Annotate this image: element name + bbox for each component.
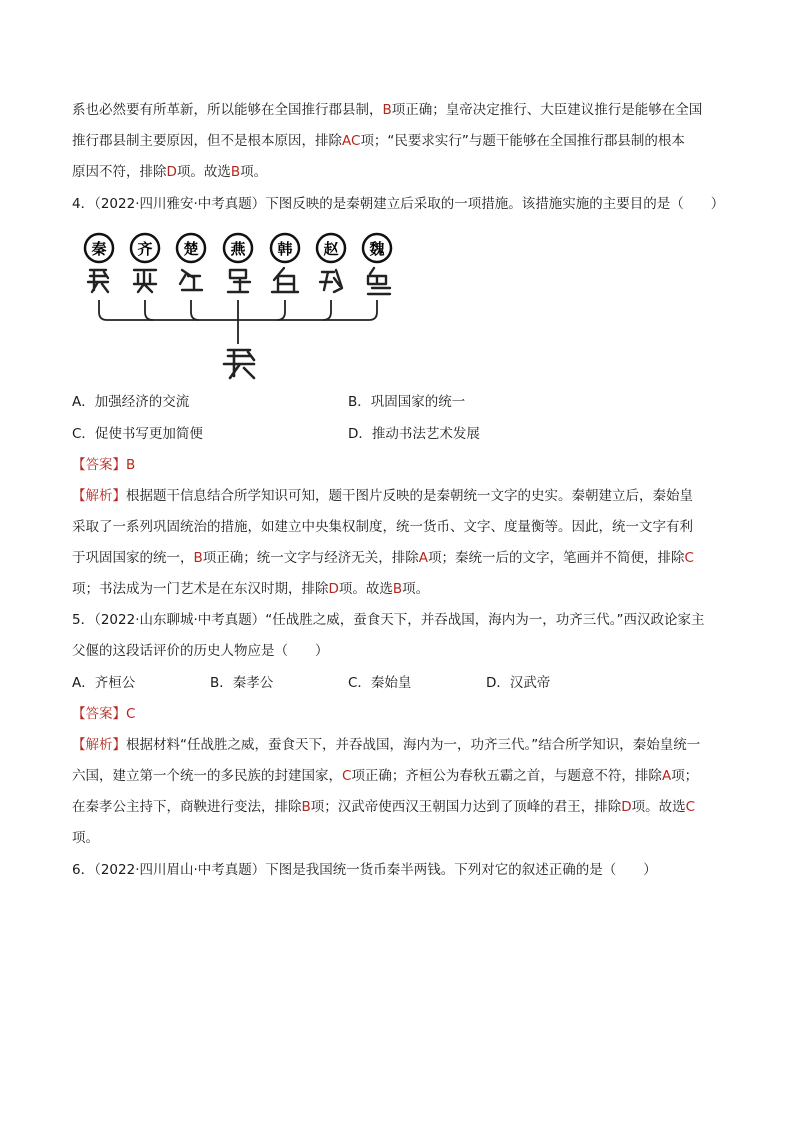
state-label-zhao: 赵: [323, 240, 339, 258]
state-label-qin: 秦: [91, 240, 107, 258]
q5-option-b[interactable]: B．秦孝公: [210, 675, 274, 691]
q4-answer: 【答案】B: [72, 457, 136, 473]
state-circle-qin: [85, 234, 113, 262]
state-circle-yan: [224, 234, 252, 262]
q5-analysis-line-4: 项。: [72, 830, 99, 846]
state-circle-wei: [363, 234, 391, 262]
q5-analysis-line-3: 在秦孝公主持下，商鞅进行变法，排除B项；汉武帝使西汉王朝国力达到了顶峰的君王，排除D项。故选C: [72, 799, 696, 815]
q4-stem: 4．（2022·四川雅安·中考真题）下图反映的是秦朝建立后采取的一项措施。该措施实施的主要目的是（ ）: [72, 196, 725, 212]
state-circle-han: [271, 234, 299, 262]
q4-analysis-line-1: 【解析】根据题干信息结合所学知识可知，题干图片反映的是秦朝统一文字的史实。秦朝建立后，秦始皇: [72, 488, 693, 504]
intro-line-2: 推行郡县制主要原因，但不是根本原因，排除AC项；“民要求实行”与题干能够在全国推行郡县制的根本: [72, 133, 685, 149]
q4-analysis-line-4: 项；书法成为一门艺术是在东汉时期，排除D项。故选B项。: [72, 581, 430, 597]
q5-answer: 【答案】C: [72, 706, 136, 722]
glyph-variant-qi: [134, 270, 156, 292]
state-label-wei: 魏: [369, 240, 385, 258]
glyph-variant-wei: [368, 268, 390, 294]
q4-option-a[interactable]: A．加强经济的交流: [72, 394, 190, 410]
q5-analysis-line-1: 【解析】根据材料“任战胜之威，蚕食天下，并吞战国，海内为一，功齐三代。”结合所学知识，秦始皇统一: [72, 737, 701, 753]
state-circle-chu: [177, 234, 205, 262]
glyph-unified-xiaozhuan: [224, 350, 254, 378]
q4-analysis-line-3: 于巩固国家的统一，B项正确；统一文字与经济无关，排除A项；秦统一后的文字，笔画并不简便，排除C: [72, 550, 694, 566]
q4-analysis-line-2: 采取了一系列巩固统治的措施，如建立中央集权制度，统一货币、文字、度量衡等。因此，统一文字有利: [72, 519, 693, 535]
glyph-variant-zhao: [320, 270, 342, 292]
state-label-han: 韩: [277, 240, 293, 258]
q5-option-d[interactable]: D．汉武帝: [486, 675, 551, 691]
q5-analysis-line-2: 六国，建立第一个统一的多民族的封建国家，C项正确；齐桓公为春秋五霸之首，与题意不符，排除A项；: [72, 768, 699, 784]
state-label-chu: 楚: [183, 240, 199, 258]
glyph-variant-chu: [180, 270, 202, 290]
glyph-variant-han: [272, 268, 298, 292]
q5-stem-line-1: 5．（2022·山东聊城·中考真题）“任战胜之威，蚕食天下，并吞战国，海内为一，功齐三代。”西汉政论家主: [72, 612, 705, 628]
q5-stem-line-2: 父偃的这段话评价的历史人物应是（ ）: [72, 643, 329, 659]
intro-line-1: 系也必然要有所革新，所以能够在全国推行郡县制，B项正确；皇帝决定推行、大臣建议推行是能够在全国: [72, 102, 703, 118]
q4-option-c[interactable]: C．促使书写更加简便: [72, 426, 203, 442]
intro-line-3: 原因不符，排除D项。故选B项。: [72, 164, 268, 180]
state-label-qi: 齐: [137, 240, 153, 258]
q4-option-b[interactable]: B．巩固国家的统一: [348, 394, 466, 410]
state-circle-qi: [131, 234, 159, 262]
q5-option-c[interactable]: C．秦始皇: [348, 675, 412, 691]
q4-option-d[interactable]: D．推动书法艺术发展: [348, 426, 480, 442]
state-label-yan: 燕: [230, 240, 246, 258]
q5-option-a[interactable]: A．齐桓公: [72, 675, 136, 691]
q6-stem: 6．（2022·四川眉山·中考真题）下图是我国统一货币秦半两钱。下列对它的叙述正确的是（ ）: [72, 862, 657, 878]
state-circle-zhao: [317, 234, 345, 262]
glyph-variant-qin: [88, 270, 108, 292]
q4-figure-unified-script: [72, 226, 412, 386]
figure-bracket: [99, 300, 377, 344]
glyph-variant-yan: [228, 270, 250, 292]
